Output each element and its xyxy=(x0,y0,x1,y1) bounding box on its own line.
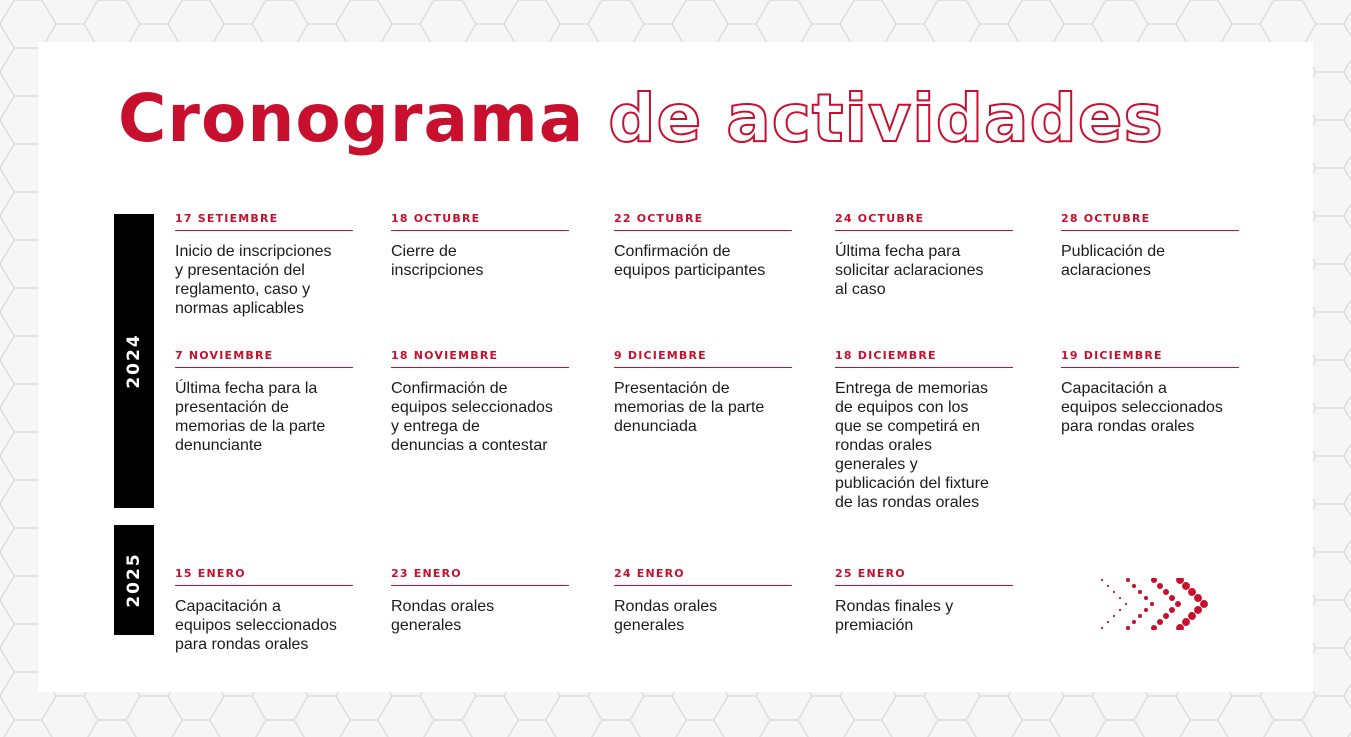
event-description: Presentación de memorias de la parte denunciada xyxy=(614,380,765,435)
event-description: Última fecha para solicitar aclaraciones al caso xyxy=(835,243,984,298)
event-date: 9 DICIEMBRE xyxy=(614,349,792,368)
arrow-dot xyxy=(1113,615,1115,617)
arrow-dot xyxy=(1132,584,1136,588)
event-description: Confirmación de equipos seleccionados y entrega de denuncias a contestar xyxy=(391,380,553,454)
event-date: 18 NOVIEMBRE xyxy=(391,349,569,368)
timeline-event xyxy=(835,212,1013,299)
timeline-event xyxy=(391,212,569,280)
event-description: Inicio de inscripciones y presentación del reglamento, caso y normas aplicables xyxy=(175,243,332,317)
timeline-event xyxy=(614,212,792,280)
title-solid-text: Cronograma xyxy=(118,80,585,157)
arrow-dot xyxy=(1176,624,1184,630)
arrow-dot xyxy=(1119,597,1121,599)
event-date: 24 OCTUBRE xyxy=(835,212,1013,231)
year-bar-2024 xyxy=(114,214,154,508)
arrow-dot xyxy=(1151,625,1157,630)
arrow-dot xyxy=(1175,601,1181,607)
event-description: Rondas orales generales xyxy=(614,598,718,634)
event-date: 22 OCTUBRE xyxy=(614,212,792,231)
year-label: 2024 xyxy=(124,333,144,389)
event-date: 19 DICIEMBRE xyxy=(1061,349,1239,368)
timeline-event xyxy=(391,567,569,635)
year-bar-2025 xyxy=(114,525,154,635)
timeline-event xyxy=(1061,212,1239,280)
event-date: 7 NOVIEMBRE xyxy=(175,349,353,368)
year-label: 2025 xyxy=(124,552,144,608)
timeline-event xyxy=(175,567,353,654)
arrow-dot xyxy=(1144,608,1148,612)
event-date: 23 ENERO xyxy=(391,567,569,586)
timeline-event xyxy=(391,349,569,455)
timeline-event xyxy=(175,349,353,455)
arrow-dot xyxy=(1107,585,1109,587)
event-date: 28 OCTUBRE xyxy=(1061,212,1239,231)
timeline-event xyxy=(835,349,1013,512)
event-description: Entrega de memorias de equipos con los que se competirá en rondas orales generales y publicación del fixture de las rondas orales xyxy=(835,380,989,511)
page-title xyxy=(118,80,1164,157)
event-date: 18 OCTUBRE xyxy=(391,212,569,231)
timeline-event xyxy=(175,212,353,318)
arrow-dot xyxy=(1200,600,1208,608)
event-date: 24 ENERO xyxy=(614,567,792,586)
title-outline-text: de actividades xyxy=(608,80,1164,157)
arrow-dot xyxy=(1182,582,1190,590)
event-date: 18 DICIEMBRE xyxy=(835,349,1013,368)
event-date: 25 ENERO xyxy=(835,567,1013,586)
arrow-dot xyxy=(1151,578,1157,583)
arrow-dot xyxy=(1101,627,1103,629)
arrow-dot xyxy=(1169,607,1175,613)
arrow-dot xyxy=(1119,609,1121,611)
timeline-event xyxy=(835,567,1013,635)
event-description: Cierre de inscripciones xyxy=(391,243,484,279)
event-date: 17 SETIEMBRE xyxy=(175,212,353,231)
arrow-dot xyxy=(1144,596,1148,600)
arrow-dot xyxy=(1169,595,1175,601)
arrow-dot xyxy=(1132,620,1136,624)
arrow-dot xyxy=(1157,583,1163,589)
event-description: Rondas finales y premiación xyxy=(835,598,954,634)
arrow-dot xyxy=(1157,619,1163,625)
arrow-dot xyxy=(1176,578,1184,584)
arrow-dot xyxy=(1138,614,1142,618)
arrow-dot xyxy=(1188,588,1196,596)
dotted-chevron-arrows-icon xyxy=(1098,578,1230,630)
event-description: Capacitación a equipos seleccionados para rondas orales xyxy=(175,598,337,653)
timeline-event xyxy=(1061,349,1239,436)
arrow-dot xyxy=(1150,602,1154,606)
event-description: Última fecha para la presentación de memorias de la parte denunciante xyxy=(175,380,326,454)
arrow-dot xyxy=(1126,578,1130,582)
arrow-dot xyxy=(1194,606,1202,614)
event-description: Publicación de aclaraciones xyxy=(1061,243,1166,279)
event-description: Rondas orales generales xyxy=(391,598,495,634)
arrow-dot xyxy=(1182,618,1190,626)
event-description: Confirmación de equipos participantes xyxy=(614,243,766,279)
arrow-dot xyxy=(1163,613,1169,619)
arrow-dot xyxy=(1126,626,1130,630)
arrow-dot xyxy=(1188,612,1196,620)
event-description: Capacitación a equipos seleccionados para rondas orales xyxy=(1061,380,1223,435)
arrow-dot xyxy=(1163,589,1169,595)
arrow-dot xyxy=(1107,621,1109,623)
arrow-dot xyxy=(1113,591,1115,593)
timeline-event xyxy=(614,349,792,436)
event-date: 15 ENERO xyxy=(175,567,353,586)
arrow-dot xyxy=(1101,579,1103,581)
arrow-dot xyxy=(1194,594,1202,602)
arrow-dot xyxy=(1138,590,1142,594)
arrow-dot xyxy=(1125,603,1127,605)
timeline-event xyxy=(614,567,792,635)
